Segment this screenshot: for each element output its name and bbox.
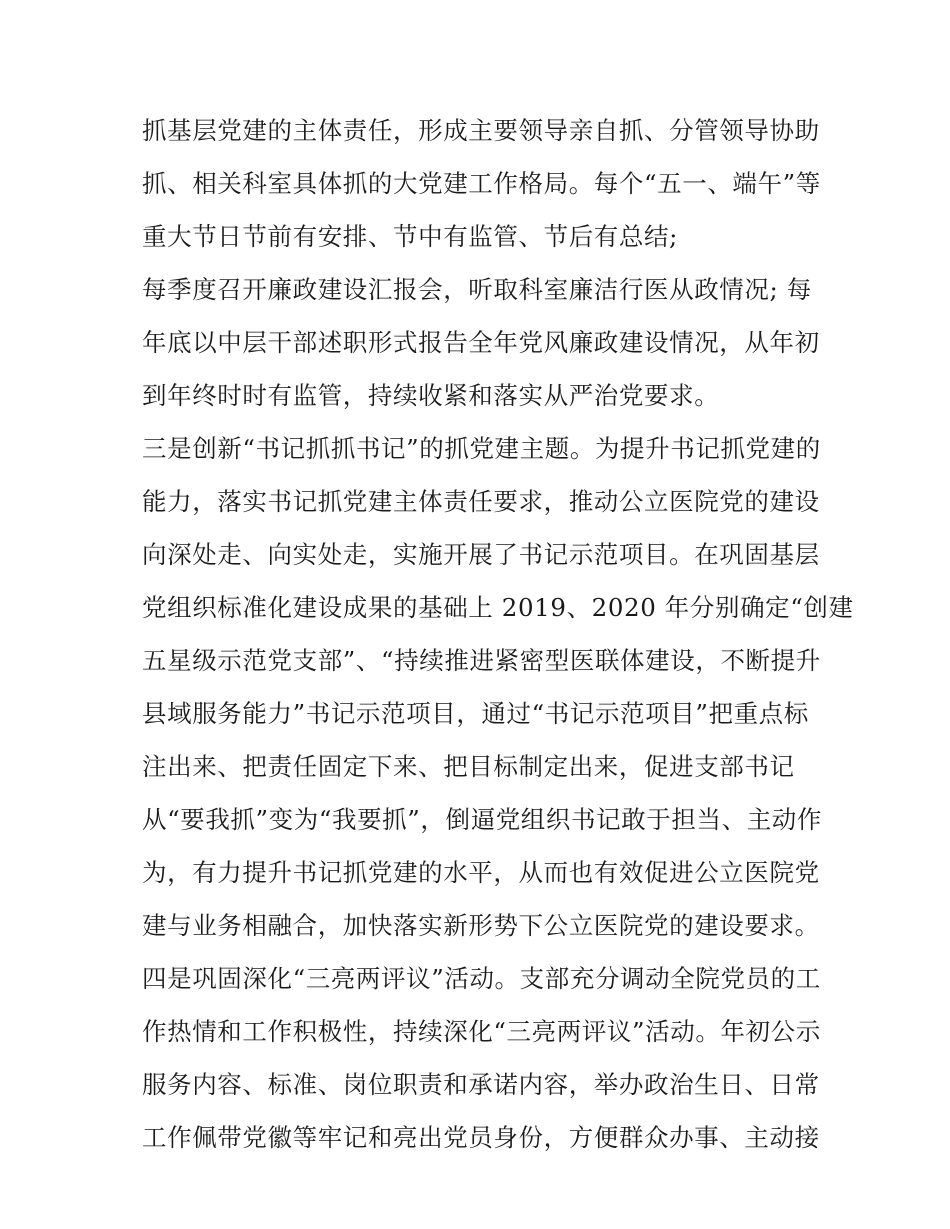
text-line: 服务内容、标准、岗位职责和承诺内容，举办政治生日、日常 [142, 1070, 820, 1099]
text-line: 重大节日节前有安排、节中有监管、节后有总结; [142, 222, 678, 251]
text-line: 五星级示范党支部”、“持续推进紧密型医联体建设，不断提升 [142, 646, 821, 675]
text-line: 注出来、把责任固定下来、把目标制定出来，促进支部书记 [142, 752, 795, 781]
text-line: 建与业务相融合，加快落实新形势下公立医院党的建设要求。 [142, 911, 820, 940]
text-line: 到年终时时有监管，持续收紧和落实从严治党要求。 [142, 381, 720, 410]
text-line: 抓、相关科室具体抓的大党建工作格局。每个“五一、端午”等 [142, 169, 821, 198]
document-body [142, 104, 854, 1164]
text-line: 向深处走、向实处走，实施开展了书记示范项目。在巩固基层 [142, 540, 820, 569]
text-line: 工作佩带党徽等牢记和亮出党员身份，方便群众办事、主动接 [142, 1123, 820, 1152]
text-line: 为，有力提升书记抓党建的水平，从而也有效促进公立医院党 [142, 858, 820, 887]
text-line: 作热情和工作积极性，持续深化“三亮两评议”活动。年初公示 [142, 1017, 821, 1046]
text-line: 从“要我抓”变为“我要抓”，倒逼党组织书记敢于担当、主动作 [142, 805, 822, 834]
text-line: 年底以中层干部述职形式报告全年党风廉政建设情况，从年初 [142, 328, 820, 357]
text-line: 三是创新“书记抓抓书记”的抓党建主题。为提升书记抓党建的 [142, 434, 821, 463]
text-line: 四是巩固深化“三亮两评议”活动。支部充分调动全院党员的工 [142, 964, 821, 993]
text-line: 抓基层党建的主体责任，形成主要领导亲自抓、分管领导协助 [142, 116, 820, 145]
text-line: 能力，落实书记抓党建主体责任要求，推动公立医院党的建设 [142, 487, 820, 516]
text-line: 县域服务能力”书记示范项目，通过“书记示范项目”把重点标 [142, 699, 809, 728]
text-line: 每季度召开廉政建设汇报会，听取科室廉洁行医从政情况; 每 [142, 275, 812, 304]
text-line: 党组织标准化建设成果的基础上 2019、2020 年分别确定“创建 [142, 593, 854, 622]
